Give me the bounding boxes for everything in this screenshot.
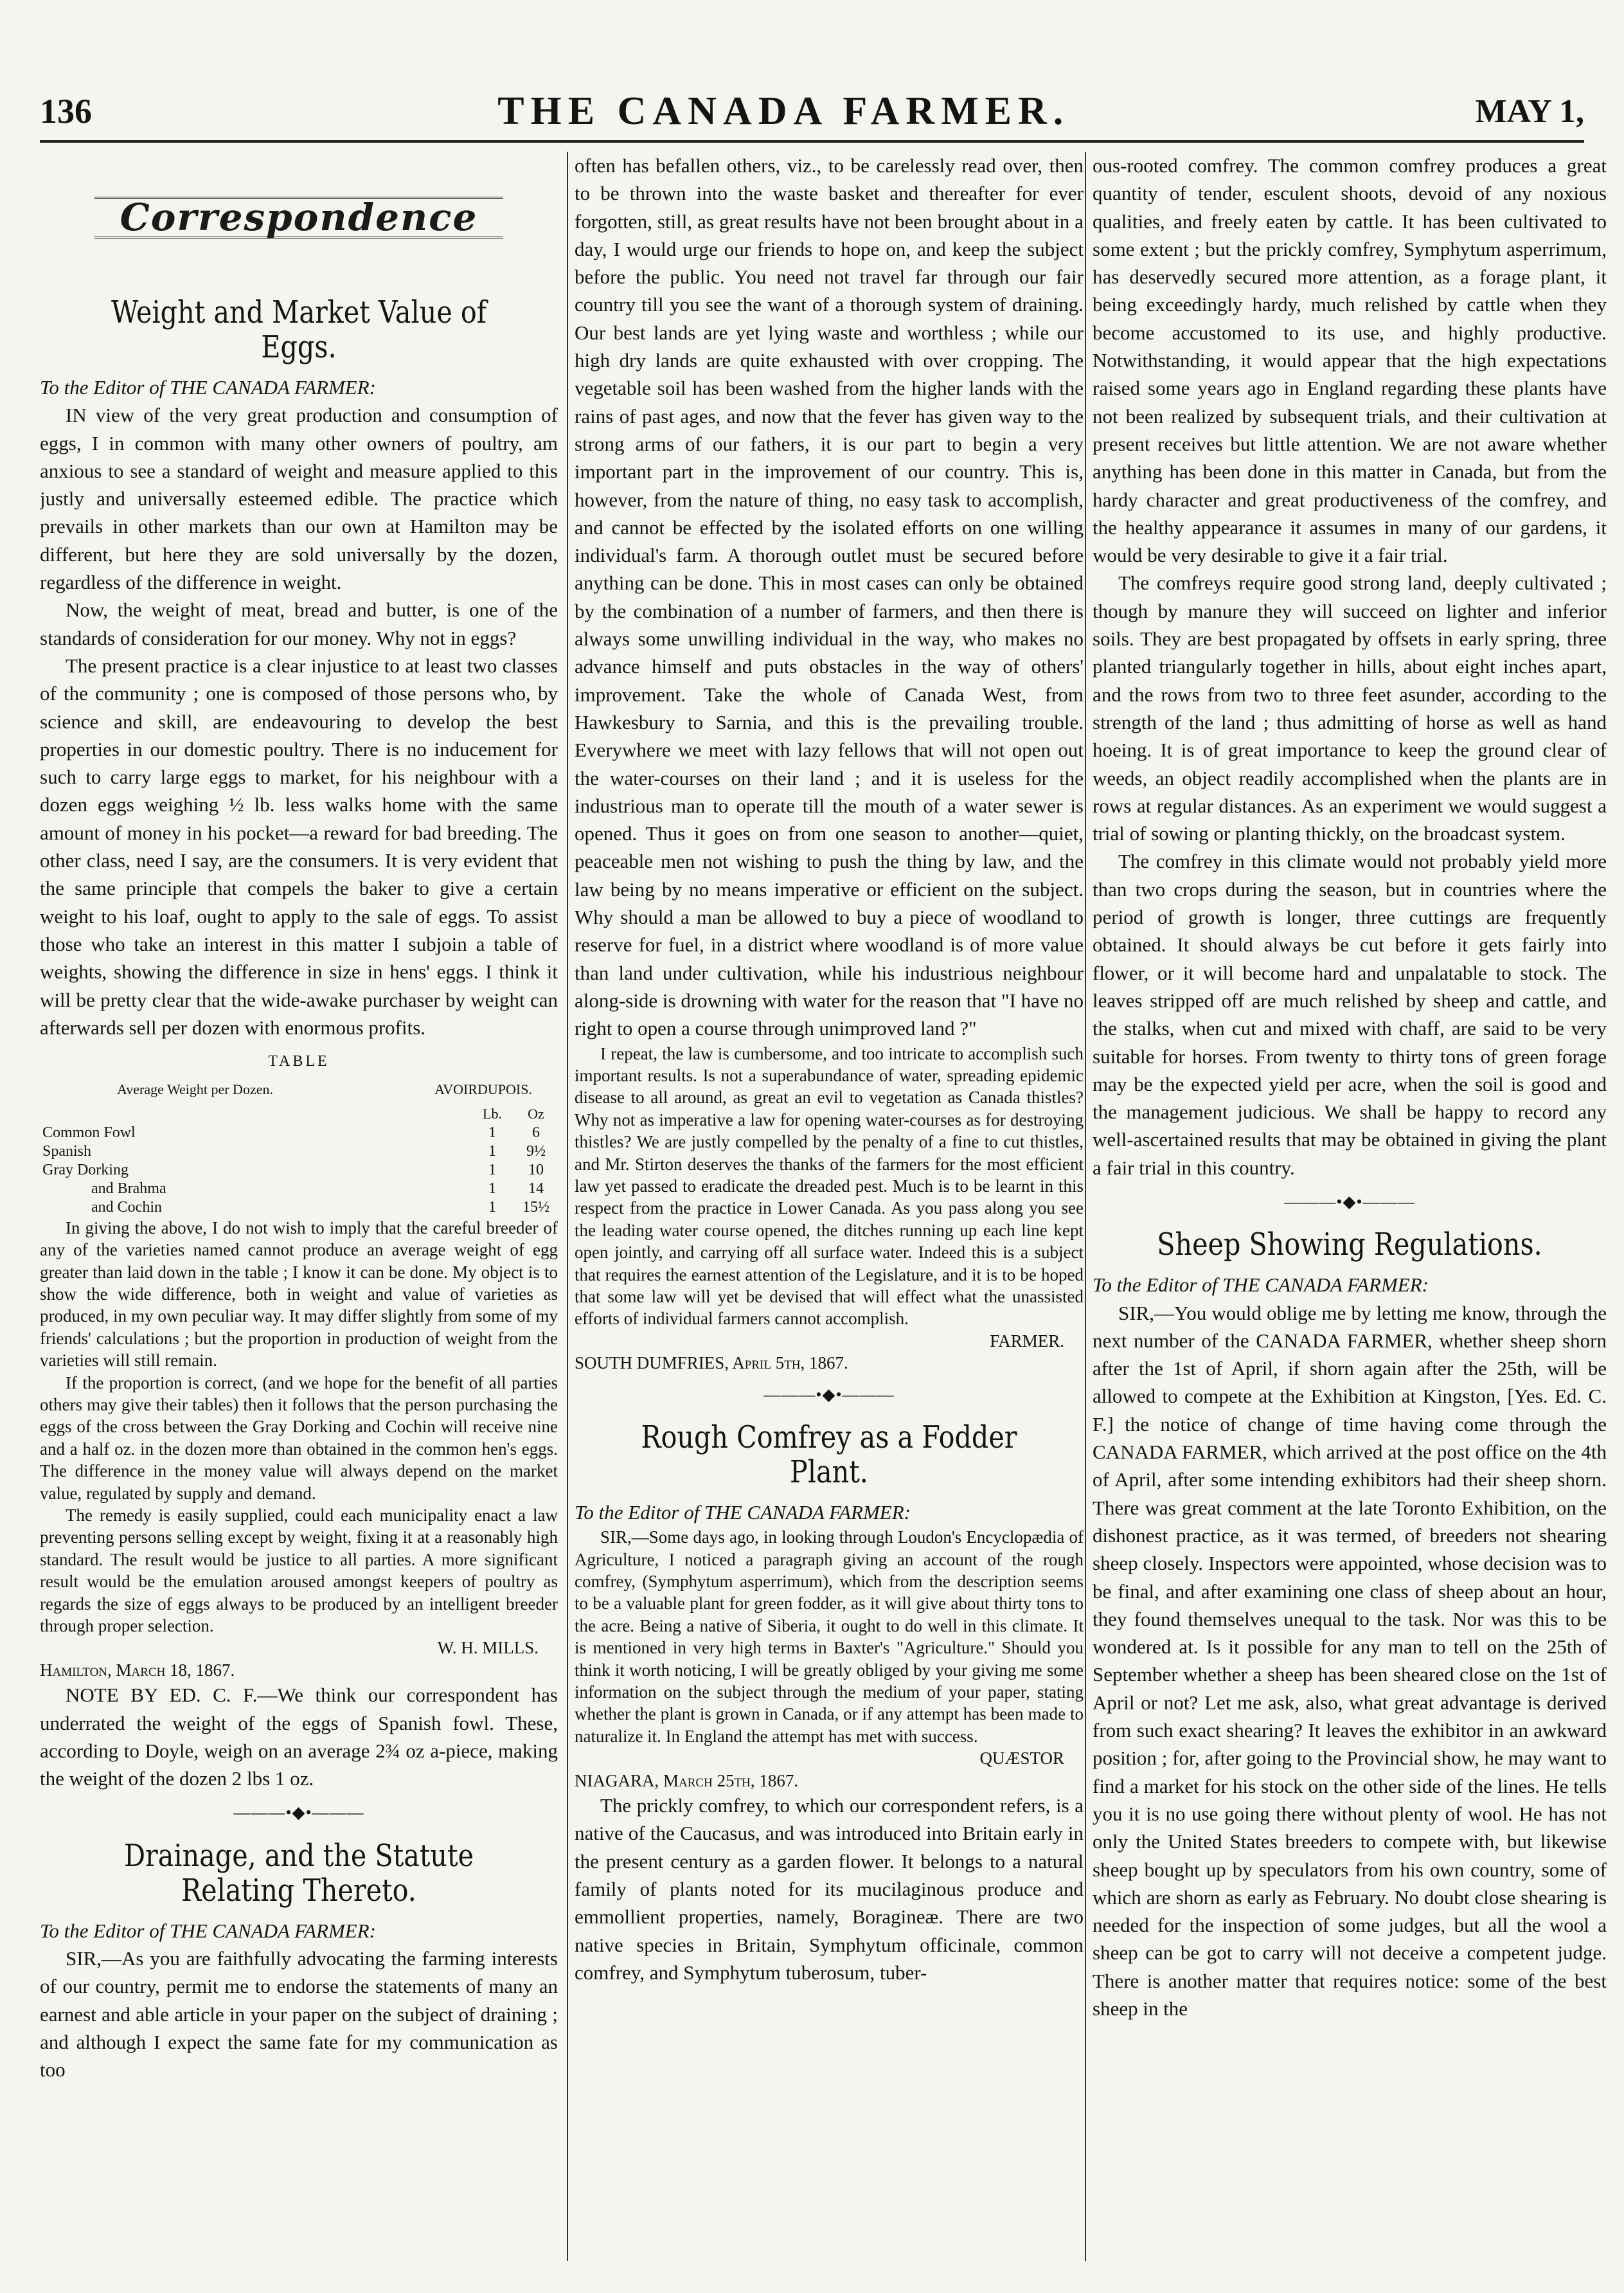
table-row — [40, 1142, 558, 1161]
dateline: Hamilton, March 18, 1867. — [40, 1660, 235, 1680]
article-title-eggs: Weight and Market Value of Eggs. — [111, 294, 487, 365]
section-divider: ———•◆•——— — [233, 1803, 364, 1822]
paragraph: In giving the above, I do not wish to imply that the careful breeder of any of the varieties named cannot produce an average weight of egg greater than laid down in the table ; I know it can be done. My object is to show the wide difference, both in weight and value of varieties as produced, in my own peculiar way. It may differ slightly from some of my friends' calculations ; but the proportion in production of weight from the varieties will still remain. — [40, 1218, 558, 1371]
breed-label: Gray Dorking — [42, 1161, 129, 1178]
signature: FARMER. — [990, 1331, 1064, 1351]
egg-table-avoirdupois: AVOIRDUPOIS. — [434, 1081, 532, 1098]
egg-weight-table — [40, 1104, 558, 1217]
issue-date: MAY 1, — [1475, 93, 1584, 130]
paragraph: ous-rooted comfrey. The common comfrey produces a great quantity of tender, esculent shoots, devoid of any noxious qualities, and freely eaten by cattle. It has been cultivated to some extent ; but the prickly comfrey, Symphytum asperrimum, has deservedly secured more attention, as a forage plant, it being exceedingly hardy, much relished by cattle when they become accustomed to its use, and highly productive. Notwithstanding, it would appear that the high expectations raised some years ago in England regarding these plants have not been realized by subsequent trials, and their cultivation at present receives but little attention. We are not aware whether anything has been done in this matter in Canada, but from the hardy character and great productiveness of the comfrey, and the healthy appearance it assumes in many of our gardens, it would be very desirable to give it a fair trial. — [1093, 154, 1607, 567]
unit-oz: Oz — [528, 1105, 544, 1122]
paragraph: Now, the weight of meat, bread and butter, is one of the standards of consideration for our money. Why not in eggs? — [40, 598, 558, 649]
unit-lb: Lb. — [483, 1105, 502, 1122]
weight-lb: 1 — [488, 1180, 496, 1197]
breed-label: Common Fowl — [42, 1124, 136, 1141]
article-title-comfrey: Rough Comfrey as a Fodder Plant. — [641, 1419, 1017, 1490]
paragraph: often has befallen others, viz., to be carelessly read over, then to be thrown into the waste basket and thereafter for ever forgotten, still, as great results have not been brought about in a day, I would urge our friends to hope on, and keep the subject before the public. You need not travel far through our fair country till you see the want of a thorough system of draining. Our best lands are yet lying waste and worthless ; while our high dry lands are quite exhausted with over cropping. The vegetable soil has been washed from the higher lands with the rains of past ages, and now that the fever has given way to the strong arms of our fathers, it is our part to begin a very important part in the improvement of our country. This is, however, from the nature of thing, no easy task to accomplish, and cannot be effected by the isolated efforts on one willing individual's farm. A thorough outlet must be secured before anything can be done. This in most cases can only be obtained by the combination of a number of farmers, and then there is always some unwilling individual in the way, who makes no advance himself and puts obstacles in the way of others' improvement. Take the whole of Canada West, from Hawkesbury to Sarnia, and this is the prevailing trouble. Everywhere we meet with lazy fellows that will not open out the water-courses on their land ; and it is useless for the industrious man to operate till the mouth of a water sewer is opened. Thus it goes on from one season to another—quiet, peaceable men not wishing to push the thing by law, and the law being by no means imperative or efficient on the subject. Why should a man be allowed to buy a piece of woodland to reserve for fuel, in a district where woodland is of more value than land under cultivation, while his industrious neighbour along-side is drowning with water for the reason that "I have no right to open a course through unimproved land ?" — [575, 154, 1084, 1040]
to-editor-line: To the Editor of THE CANADA FARMER: — [575, 1500, 911, 1524]
table-row — [40, 1198, 558, 1217]
table-row — [40, 1180, 558, 1198]
article-title-sheep: Sheep Showing Regulations. — [1157, 1227, 1542, 1263]
weight-lb: 1 — [488, 1124, 496, 1141]
dateline: NIAGARA, March 25th, 1867. — [575, 1770, 799, 1790]
breed-label: and Brahma — [91, 1180, 166, 1197]
weight-oz: 15½ — [522, 1198, 549, 1216]
article-title-drainage: Drainage, and the Statute Relating Thereto. — [123, 1837, 474, 1909]
masthead-title: THE CANADA FARMER. — [497, 89, 1070, 133]
paragraph: SIR,—As you are faithfully advocating the farming interests of our country, permit me to endorse the statements of many an earnest and able article in your paper on the subject of draining ; and although I expect the same fate for my communication as too — [40, 1947, 558, 2082]
weight-lb: 1 — [488, 1198, 496, 1216]
paragraph: SIR,—You would oblige me by letting me know, through the next number of the CANADA FARMER, whether sheep shorn after the 1st of April, if shorn again after the 25th, will be allowed to compete at the Exhibition at Kingston, [Yes. Ed. C. F.] the notice of change of time having come through the CANADA FARMER, which arrived at the post office on the 4th of April, after some intending exhibitors had their sheep shorn. There was great comment at the late Toronto Exhibition, on the dishonest practice, as it was termed, of breeders not shearing sheep closely. Inspectors were appointed, whose decision was to be final, and after examining one class of sheep about an hour, they found themselves unequal to the task. Nor was this to be wondered at. Is it possible for any man to tell on the 25th of September whether a sheep has been sheared close on the 1st of April or not? Let me ask, also, what great advantage is derived from such exact shearing? It leaves the exhibitor in an awkward position ; for, after going to the Provincial show, he may want to find a market for his stock on the other side of the lines. He tells you it is no use going there without plenty of wool. He has not only the United States breeders to compete with, but likewise sheep bought up by speculators from his own country, some of which are shorn as early as February. No doubt close shearing is needed for the inspection of some judges, but all the wool a sheep can be got to carry will not deceive a competent judge. There is another matter that requires notice: some of the best sheep in the — [1093, 1301, 1607, 2020]
weight-oz: 14 — [528, 1180, 544, 1197]
egg-table-subtitle-row — [40, 1075, 558, 1103]
drainage-dense-section — [575, 1043, 1084, 1374]
signature: QUÆSTOR — [979, 1749, 1064, 1768]
weight-oz: 10 — [528, 1161, 544, 1178]
column-2 — [567, 152, 1084, 2261]
column-3 — [1085, 152, 1607, 2261]
paragraph: If the proportion is correct, (and we hope for the benefit of all parties others may give their tables) then it follows that the person purchasing the eggs of the cross between the Gray Dorking and Cochin will receive nine and a half oz. in the dozen more than obtained in the common hen's eggs. The difference in the money value will always depend on the market value, regulated by supply and demand. — [40, 1372, 558, 1503]
section-divider: ———•◆•——— — [763, 1385, 895, 1404]
paragraph: I repeat, the law is cumbersome, and too intricate to accomplish such important results. Is not a superabundance of water, spreading epidemic disease to all around, as great an evil to vegetation as Canada thistles? Why not as imperative a law for opening water-courses as for destroying thistles? We are justly compelled by the penalty of a fine to cut thistles, and Mr. Stirton deserves the thanks of the farmers for the most efficient law yet passed to eradicate the dreaded pest. Much is to be learnt in this respect from the practice in Lower Canada. As you pass along you see the leading water course opened, the ditches running up each line kept open jointly, and carrying off all surface water. Indeed this is a subject that requires the earnest attention of the Legislature, and it is to be hoped that some law will yet be devised that will effect what the unassisted efforts of individual farmers cannot accomplish. — [575, 1043, 1084, 1329]
weight-lb: 1 — [488, 1142, 496, 1160]
comfrey-dense-section — [575, 1526, 1084, 1792]
egg-table-subtitle: Average Weight per Dozen. — [117, 1081, 273, 1098]
page-header — [40, 82, 1584, 143]
paragraph: IN view of the very great production and consumption of eggs, I in common with many other owners of poultry, am anxious to see a standard of weight and measure applied to this justly and universally esteemed edible. The practice which prevails in other markets than our own at Hamilton may be different, but here they are sold universally by the dozen, regardless of the difference in weight. — [40, 404, 558, 594]
dateline: SOUTH DUMFRIES, April 5th, 1867. — [575, 1353, 848, 1373]
breed-label: Spanish — [42, 1142, 92, 1160]
to-editor-line: To the Editor of THE CANADA FARMER: — [1093, 1273, 1429, 1297]
egg-table-title: TABLE — [268, 1053, 330, 1070]
to-editor-line: To the Editor of THE CANADA FARMER: — [40, 1919, 376, 1942]
table-row — [40, 1161, 558, 1180]
table-row — [40, 1124, 558, 1142]
paragraph: The present practice is a clear injustice to at least two classes of the community ; one is composed of those persons who, by science and skill, are endeavouring to develop the best properties in our domestic poultry. There is no inducement for such to carry large eggs to market, for his neighbour with a dozen eggs weighing ½ lb. less walks home with the same amount of money in his pocket—a reward for bad breeding. The other class, need I say, are the consumers. It is very evident that the same principle that compels the baker to give a certain weight to his loaf, ought to apply to the sale of eggs. To assist those who take an interest in this matter I subjoin a table of weights, showing the difference in size in hens' eggs. I think it will be pretty clear that the wide-awake purchaser by weight can afterwards sell per dozen with enormous profits. — [40, 654, 558, 1039]
to-editor-line: To the Editor of THE CANADA FARMER: — [40, 376, 376, 399]
weight-oz: 6 — [532, 1124, 540, 1141]
correspondence-banner — [40, 152, 558, 283]
paragraph: The comfreys require good strong land, deeply cultivated ; though by manure they will succeed on lighter and inferior soils. They are best propagated by offsets in early spring, three planted triangularly together in hills, about eight inches apart, and the rows from two to three feet asunder, according to the strength of the land ; thus admitting of horse as well as hand hoeing. It is of great importance to keep the ground clear of weeds, an object readily accomplished when the plants are in rows at regular distances. As an experiment we would suggest a trial of sowing or planting thickly, on the broadcast system. — [1093, 571, 1607, 845]
signature: W. H. MILLS. — [437, 1638, 539, 1658]
paragraph: The prickly comfrey, to which our correspondent refers, is a native of the Caucasus, and was introduced into Britain early in the present century as a garden flower. It belongs to a natural family of plants noted for its mucilaginous produce and emmollient properties, namely, Boragineæ. There are two native species in Britain, Symphytum officinale, common comfrey, and Symphytum tuberosum, tuber- — [575, 1794, 1084, 1984]
paragraph: The remedy is easily supplied, could each municipality enact a law preventing persons selling except by weight, fixing it at a reasonably high standard. The result would be justice to all parties. A more significant result would be the emulation aroused amongst keepers of poultry as regards the size of eggs always to be produced by an intelligent breeder through proper selection. — [40, 1506, 558, 1636]
correspondence-heading: Correspondence — [94, 197, 504, 238]
eggs-dense-section — [40, 1217, 558, 1682]
breed-label: and Cochin — [91, 1198, 162, 1216]
paragraph: The comfrey in this climate would not probably yield more than two crops during the season, but in countries where the period of growth is longer, three cuttings are frequently obtained. It should always be cut before it gets fairly into flower, or it will become hard and unpalatable to stock. The leaves stripped off are much relished by sheep and cattle, and the stalks, when cut and mixed with chaff, are said to be very suitable for horses. From twenty to thirty tons of green forage may be the expected yield per acre, when the soil is good and the management judicious. We shall be happy to record any well-ascertained results that may be obtained in giving the plant a fair trial in this country. — [1093, 850, 1607, 1179]
weight-oz: 9½ — [526, 1142, 546, 1160]
section-divider: ———•◆•——— — [1284, 1192, 1415, 1211]
paragraph: SIR,—Some days ago, in looking through Loudon's Encyclopædia of Agriculture, I noticed a paragraph giving an account of the rough comfrey, (Symphytum asperrimum), which from the description seems to be a valuable plant for green fodder, as it will give about thirty tons to the acre. Being a native of Siberia, it ought to do well in this climate. It is mentioned in very high terms in Baxter's "Agriculture." Should you think it worth noticing, I will be greatly obliged by your giving me some information on the subject through the medium of your paper, stating whether the plant is grown in Canada, or if any attempt has been made to naturalize it. In England the attempt has met with success. — [575, 1527, 1084, 1746]
page-number: 136 — [40, 92, 92, 130]
weight-lb: 1 — [488, 1161, 496, 1178]
column-1 — [40, 152, 558, 2261]
editor-note: NOTE BY ED. C. F.—We think our correspondent has underrated the weight of the eggs of Spanish fowl. These, according to Doyle, weigh on an average 2¾ oz a-piece, making the weight of the dozen 2 lbs 1 oz. — [40, 1684, 558, 1790]
egg-table-units-row — [40, 1104, 558, 1124]
